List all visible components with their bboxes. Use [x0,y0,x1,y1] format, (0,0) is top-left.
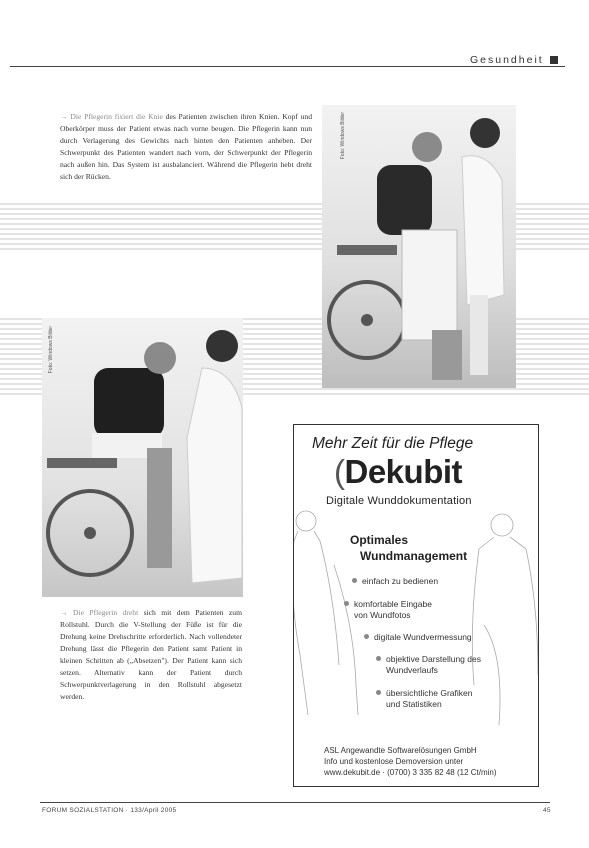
section-header [470,54,558,66]
ad-contact [324,745,497,778]
caption-top-lead: → Die Pflegerin fixiert die Knie [60,112,163,121]
caption-bottom-lead: → Die Pflegerin dreht [60,608,139,617]
ad-heading-2: Wundmanagement [360,549,468,563]
ad-contact-line[interactable]: www.dekubit.de · (0700) 3 335 82 48 (12 Ct/min) [324,768,497,777]
caption-bottom-body: sich mit dem Patienten zum Rollstuhl. Durch die V-Stellung der Füße ist für die Drehung keine Drehschritte erforderlich. Nach vollendeter Drehung lässt die Pflegerin den Patient samt Patient in kleinen Schritten ab („Absetzen"). Der Patient kann sich setzen. Alternativ kann der Patient durch Schwerpunktverlagerung in den Rollstuhl abgesetzt werden. [60,608,242,701]
bullet-icon [344,601,349,606]
advertisement-dekubit[interactable] [293,424,539,787]
photo-transfer-wheelchair [42,318,243,597]
ad-feature-4: objektive Darstellung des Wundverlaufs [386,654,481,676]
caption-bottom [60,607,242,703]
bottom-rule [40,802,550,803]
photo-credit-top: Foto: Windows Bilder [340,112,346,160]
section-title: Gesundheit [470,54,544,66]
ad-tagline: Digitale Wunddokumentation [326,495,472,507]
top-rule [10,66,565,67]
bullet-icon [352,578,357,583]
caption-top-body: des Patienten zwischen ihren Knien. Kopf und Oberkörper muss der Patient etwas nach vorne beugen. Die Pflegerin kann nun durch Verlagerung des Gewichts nach hinten den Patienten anheben. Der Schwerpunkt des Patienten wandert nach vorn, der Schwerpunkt der Pflegerin nach außen hin. Das System ist ausbalanciert. Während die Pflegerin hebt dreht sich der Rücken. [60,112,312,181]
bullet-icon [376,656,381,661]
ad-feature-5: übersichtliche Grafiken und Statistiken [386,688,472,710]
footer-page-number: 45 [543,807,551,814]
ad-feature-2: komfortable Eingabe von Wundfotos [354,599,432,621]
photo-credit-bottom: Foto: Windows Bilder [48,326,54,374]
caption-top [60,111,312,183]
bullet-icon [376,690,381,695]
bullet-icon [364,634,369,639]
section-square-icon [550,56,558,64]
ad-company: ASL Angewandte Softwarelösungen GmbH [324,746,477,755]
photo-illustration-top [322,105,516,388]
ad-info: Info und kostenlose Demoversion unter [324,757,464,766]
ad-brand-logo [334,453,462,491]
ad-brand: Dekubit [344,453,463,490]
ad-feature-1: einfach zu bedienen [362,576,438,587]
footer-publication: FORUM SOZIALSTATION · 133/April 2005 [42,807,177,814]
photo-illustration-bottom [42,318,243,597]
brand-bracket-icon: ( [334,453,345,490]
ad-heading-1: Optimales [350,533,409,547]
photo-transfer-standing [322,105,516,388]
ad-headline: Mehr Zeit für die Pflege [312,435,474,452]
ad-feature-3: digitale Wundvermessung [374,632,472,643]
